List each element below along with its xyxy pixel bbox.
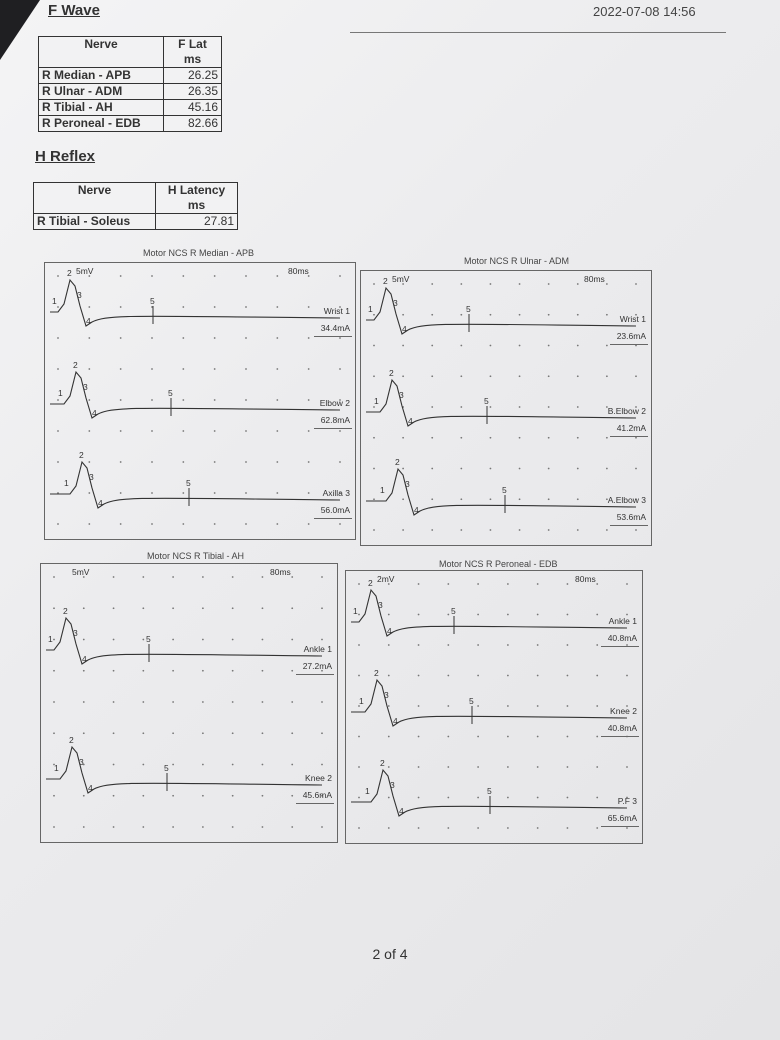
marker-label: 5 <box>502 485 507 495</box>
site-label: P.F 3 <box>617 796 637 806</box>
gain-label: 5mV <box>72 567 90 577</box>
marker-label: 3 <box>83 382 88 392</box>
fwave-col-nerve: Nerve <box>39 37 164 68</box>
nerve-cell: R Tibial - AH <box>39 100 164 116</box>
nerve-cell: R Peroneal - EDB <box>39 116 164 132</box>
stim-current: 45.6mA <box>302 790 332 800</box>
site-label: Knee 2 <box>610 706 637 716</box>
marker-label: 4 <box>408 416 413 426</box>
panel-title: Motor NCS R Tibial - AH <box>147 551 245 561</box>
site-label: Knee 2 <box>305 773 332 783</box>
sweep-label: 80ms <box>288 266 309 276</box>
marker-label: 2 <box>380 758 385 768</box>
marker-label: 3 <box>399 390 404 400</box>
stim-current: 34.4mA <box>320 323 350 333</box>
gain-label: 2mV <box>377 574 395 584</box>
marker-label: 2 <box>374 668 379 678</box>
marker-label: 5 <box>146 634 151 644</box>
marker-label: 2 <box>73 360 78 370</box>
stim-underline <box>610 525 648 526</box>
marker-label: 5 <box>164 763 169 773</box>
fwave-heading: F Wave <box>48 2 100 19</box>
marker-label: 5 <box>150 296 155 306</box>
marker-label: 4 <box>414 505 419 515</box>
marker-label: 4 <box>98 498 103 508</box>
marker-label: 2 <box>389 368 394 378</box>
sweep-label: 80ms <box>584 274 605 284</box>
marker-label: 2 <box>67 268 72 278</box>
panel-title: Motor NCS R Median - APB <box>143 248 255 258</box>
marker-label: 3 <box>390 780 395 790</box>
site-label: Ankle 1 <box>303 644 332 654</box>
panel-title: Motor NCS R Ulnar - ADM <box>464 256 570 266</box>
marker-label: 4 <box>82 654 87 664</box>
waveform-panel <box>40 563 338 843</box>
marker-label: 1 <box>374 396 379 406</box>
stim-current: 27.2mA <box>302 661 332 671</box>
timestamp: 2022-07-08 14:56 <box>593 4 696 19</box>
marker-label: 2 <box>79 450 84 460</box>
marker-label: 4 <box>88 783 93 793</box>
marker-label: 4 <box>399 806 404 816</box>
value-cell: 26.25 <box>164 68 222 84</box>
marker-label: 2 <box>63 606 68 616</box>
stim-underline <box>601 826 639 827</box>
marker-label: 2 <box>368 578 373 588</box>
stim-current: 23.6mA <box>616 331 646 341</box>
marker-label: 5 <box>466 304 471 314</box>
sweep-label: 80ms <box>270 567 291 577</box>
marker-label: 3 <box>73 628 78 638</box>
stim-underline <box>296 803 334 804</box>
value-cell: 82.66 <box>164 116 222 132</box>
marker-label: 1 <box>365 786 370 796</box>
stim-underline <box>314 336 352 337</box>
marker-label: 1 <box>58 388 63 398</box>
value-cell: 45.16 <box>164 100 222 116</box>
stim-current: 40.8mA <box>607 723 637 733</box>
stim-current: 56.0mA <box>320 505 350 515</box>
stim-current: 62.8mA <box>320 415 350 425</box>
marker-label: 4 <box>92 408 97 418</box>
site-label: Ankle 1 <box>608 616 637 626</box>
stim-underline <box>314 518 352 519</box>
value-cell: 26.35 <box>164 84 222 100</box>
marker-label: 4 <box>86 316 91 326</box>
stim-underline <box>601 646 639 647</box>
stim-underline <box>610 436 648 437</box>
marker-label: 1 <box>359 696 364 706</box>
marker-label: 3 <box>79 757 84 767</box>
site-label: Wrist 1 <box>619 314 646 324</box>
marker-label: 5 <box>186 478 191 488</box>
marker-label: 2 <box>383 276 388 286</box>
marker-label: 3 <box>384 690 389 700</box>
marker-label: 2 <box>395 457 400 467</box>
hreflex-col-nerve: Nerve <box>34 183 156 214</box>
marker-label: 3 <box>405 479 410 489</box>
marker-label: 3 <box>393 298 398 308</box>
gain-label: 5mV <box>392 274 410 284</box>
marker-label: 3 <box>89 472 94 482</box>
fwave-col-lat: F Lat ms <box>164 37 222 68</box>
marker-label: 4 <box>402 324 407 334</box>
marker-label: 1 <box>353 606 358 616</box>
stim-underline <box>314 428 352 429</box>
site-label: B.Elbow 2 <box>607 406 646 416</box>
marker-label: 5 <box>451 606 456 616</box>
marker-label: 5 <box>168 388 173 398</box>
stim-underline <box>296 674 334 675</box>
marker-label: 1 <box>54 763 59 773</box>
marker-label: 1 <box>48 634 53 644</box>
sweep-label: 80ms <box>575 574 596 584</box>
marker-label: 1 <box>380 485 385 495</box>
stim-current: 41.2mA <box>616 423 646 433</box>
site-label: Axilla 3 <box>322 488 350 498</box>
site-label: Elbow 2 <box>319 398 350 408</box>
stim-underline <box>601 736 639 737</box>
stim-current: 40.8mA <box>607 633 637 643</box>
page-number: 2 of 4 <box>372 946 408 962</box>
site-label: Wrist 1 <box>323 306 350 316</box>
stim-current: 53.6mA <box>616 512 646 522</box>
hreflex-col-latency: H Latency ms <box>156 183 238 214</box>
marker-label: 1 <box>368 304 373 314</box>
hreflex-heading: H Reflex <box>35 148 96 165</box>
marker-label: 1 <box>64 478 69 488</box>
stim-underline <box>610 344 648 345</box>
marker-label: 2 <box>69 735 74 745</box>
gain-label: 5mV <box>76 266 94 276</box>
marker-label: 1 <box>52 296 57 306</box>
marker-label: 3 <box>378 600 383 610</box>
marker-label: 5 <box>484 396 489 406</box>
marker-label: 5 <box>487 786 492 796</box>
marker-label: 3 <box>77 290 82 300</box>
marker-label: 5 <box>469 696 474 706</box>
stim-current: 65.6mA <box>607 813 637 823</box>
marker-label: 4 <box>387 626 392 636</box>
nerve-cell: R Tibial - Soleus <box>34 214 156 230</box>
value-cell: 27.81 <box>156 214 238 230</box>
marker-label: 4 <box>393 716 398 726</box>
nerve-cell: R Ulnar - ADM <box>39 84 164 100</box>
site-label: A.Elbow 3 <box>607 495 646 505</box>
panel-title: Motor NCS R Peroneal - EDB <box>439 559 558 569</box>
nerve-cell: R Median - APB <box>39 68 164 84</box>
